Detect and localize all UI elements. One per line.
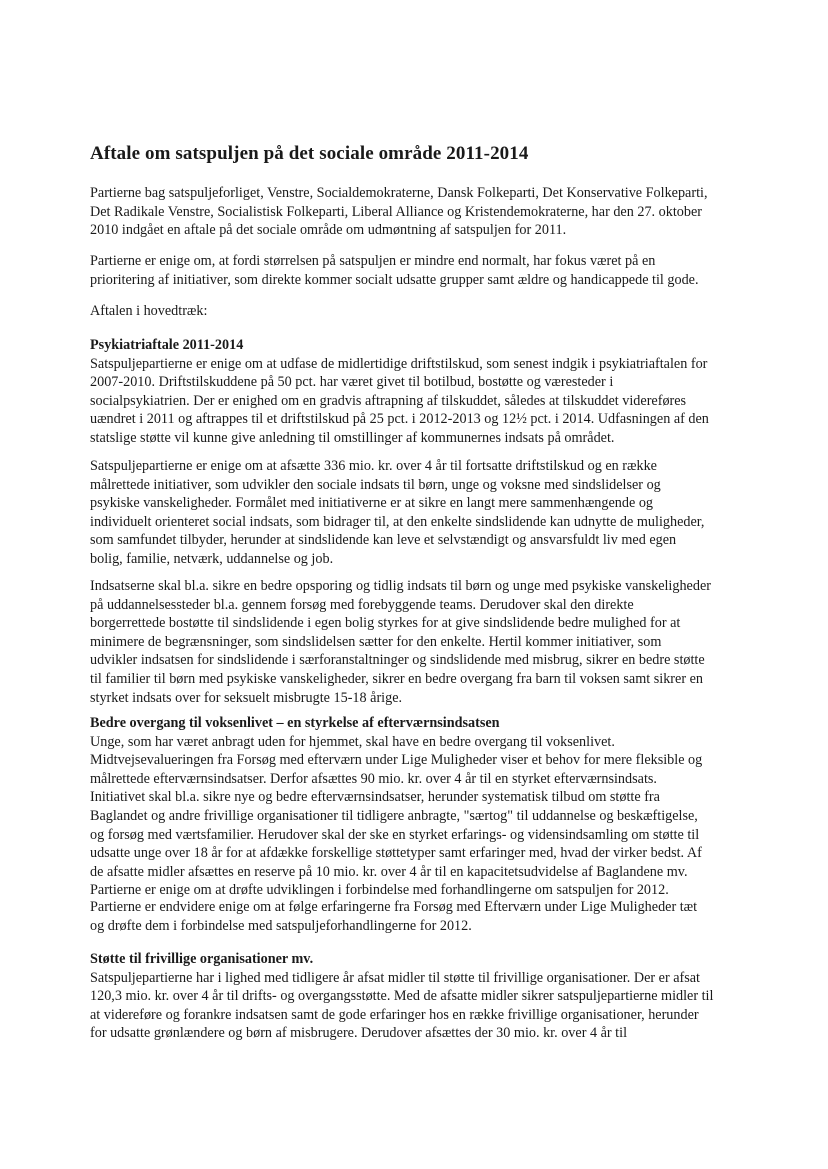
text-line: de afsatte midler afsættes en reserve på 10 mio. kr. over 4 år til en kapacitetsudvidelse af Baglandene mv. — [90, 863, 688, 880]
text-line: udvikler indsatsen for sindslidende i særforanstaltninger og sindslidende med misbrug, sikrer en bedre støtte — [90, 652, 705, 669]
text-line: 120,3 mio. kr. over 4 år til drifts- og overgangsstøtte. Med de afsatte midler sikrer satspuljepartierne midler til — [90, 988, 714, 1005]
section-heading: Støtte til frivillige organisationer mv. — [90, 951, 314, 967]
text-line: Indsatserne skal bl.a. sikre en bedre opsporing og tidlig indsats til børn og unge med psykiske vanskeligheder — [90, 578, 711, 594]
text-line: statslige støtte vil kunne give anledning til omstillinger af kommunernes indsats på området. — [90, 429, 615, 446]
section-heading: Psykiatriaftale 2011-2014 — [90, 337, 244, 353]
psykiatri-funding-paragraph — [90, 457, 740, 569]
text-line: individuelt orienteret social indsats, som bidrager til, at den enkelte sindslidende kan udnytte de muligheder, — [90, 513, 705, 530]
text-line: på uddannelsessteder bl.a. gennem forsøg med forebyggende teams. Derudover skal den direkte — [90, 596, 634, 613]
text-line: Midtvejsevalueringen fra Forsøg med efterværn under Lige Muligheder viser et behov for mere fleksible og — [90, 752, 703, 769]
text-line: borgerrettede bostøtte til sindslidende i egen bolig styrkes for at give sindslidende bedre mulighed for at — [90, 615, 681, 632]
text-line: socialpsykiatrien. Der er enighed om en gradvis aftrapning af tilskuddet, således at tilskuddet videreføres — [90, 392, 687, 409]
section-efterværn — [90, 714, 740, 900]
text-line: for udsatte grønlændere og børn af misbrugere. Derudover afsættes der 30 mio. kr. over 4 år til — [90, 1025, 628, 1042]
text-line: at videreføre og forankre indsatsen samt de gode erfaringer hos en række frivillige organisationer, herunder — [90, 1006, 699, 1023]
text-line: Satspuljepartierne er enige om at udfase de midlertidige driftstilskud, som senest indgik i psykiatriaftalen for — [90, 355, 708, 372]
text-line: Aftalen i hovedtræk: — [90, 303, 208, 319]
text-line: uændret i 2011 og aftrappes til et driftstilskud på 25 pct. i 2012-2013 og 12½ pct. i 2014. Udfasningen af den — [90, 411, 709, 428]
text-line: Partierne er endvidere enige om at følge erfaringerne fra Forsøg med Efterværn under Lige Muligheder tæt — [90, 899, 698, 915]
text-line: som samfundet tilbyder, herunder at sindslidende kan leve et selvstændigt og ansvarsfuldt liv med egen — [90, 532, 677, 549]
document-title: Aftale om satspuljen på det sociale område 2011-2014 — [90, 143, 529, 164]
section-psykiatriaftale — [90, 336, 740, 448]
text-line: Satspuljepartierne er enige om at afsætte 336 mio. kr. over 4 år til fortsatte driftstilskud og en række — [90, 458, 657, 474]
text-line: Partierne bag satspuljeforliget, Venstre, Socialdemokraterne, Dansk Folkeparti, Det Konservative Folkeparti, — [90, 185, 708, 201]
text-line: prioritering af initiativer, som direkte kommer socialt udsatte grupper samt ældre og handicappede til gode. — [90, 271, 699, 288]
text-line: 2007-2010. Driftstilskuddene på 50 pct. har været givet til botilbud, bostøtte og væresteder i — [90, 374, 614, 391]
focus-paragraph — [90, 252, 740, 289]
text-line: Partierne er enige om at drøfte udviklingen i forbindelse med forhandlingerne om satspuljen for 2012. — [90, 882, 669, 899]
text-line: bolig, familie, netværk, uddannelse og job. — [90, 550, 334, 567]
summary-intro — [90, 302, 740, 321]
text-line: Satspuljepartierne har i lighed med tidligere år afsat midler til støtte til frivillige organisationer. Der er afsat — [90, 969, 700, 986]
text-line: udsatte unge over 18 år for at afdække forskellige støttetyper samt erfaringer med, hvad der virker bedst. Af — [90, 845, 702, 862]
text-line: Baglandet og andre frivillige organisationer til tidligere anbragte, "særtog" til uddannelse og beskæftigelse, — [90, 807, 698, 824]
text-line: til familier til børn med psykiske vanskeligheder, sikrer en bedre overgang fra barn til voksen samt sikrer en — [90, 670, 703, 687]
text-line: Initiativet skal bl.a. sikre nye og bedre efterværnsindsatser, herunder systematisk tilbud om støtte fra — [90, 789, 660, 806]
text-line: minimere de begrænsninger, som sindslidelsen sætter for den enkelte. Hertil kommer initiativer, som — [90, 633, 662, 650]
section-heading: Bedre overgang til voksenlivet – en styrkelse af efterværnsindsatsen — [90, 715, 500, 731]
section-frivillige — [90, 950, 740, 1043]
text-line: målrettede efterværnsindsatser. Derfor afsættes 90 mio. kr. over 4 år til en styrket efterværnsindsats. — [90, 770, 657, 787]
intro-paragraph — [90, 184, 740, 240]
text-line: og drøfte dem i forbindelse med satspuljeforhandlingerne for 2012. — [90, 917, 472, 934]
efterværn-followup-paragraph — [90, 898, 740, 935]
indsatser-paragraph — [90, 577, 740, 707]
text-line: målrettede initiativer, som udvikler den sociale indsats til børn, unge og voksne med sindslidelser og — [90, 476, 661, 493]
text-line: styrket indsats over for seksuelt misbrugte 15-18 årige. — [90, 689, 403, 706]
text-line: Partierne er enige om, at fordi størrelsen på satspuljen er mindre end normalt, har fokus været på en — [90, 253, 656, 269]
text-line: Det Radikale Venstre, Socialistisk Folkeparti, Liberal Alliance og Kristendemokraterne, har den 27. oktober — [90, 203, 702, 220]
text-line: psykiske vanskeligheder. Formålet med initiativerne er at sikre en langt mere sammenhængende og — [90, 495, 654, 512]
text-line: Unge, som har været anbragt uden for hjemmet, skal have en bedre overgang til voksenlivet. — [90, 733, 615, 750]
text-line: og forsøg med værtsfamilier. Herudover skal der ske en styrket erfarings- og vidensindsamling om støtte til — [90, 826, 700, 843]
text-line: 2010 indgået en aftale på det sociale område om udmøntning af satspuljen for 2011. — [90, 222, 567, 239]
